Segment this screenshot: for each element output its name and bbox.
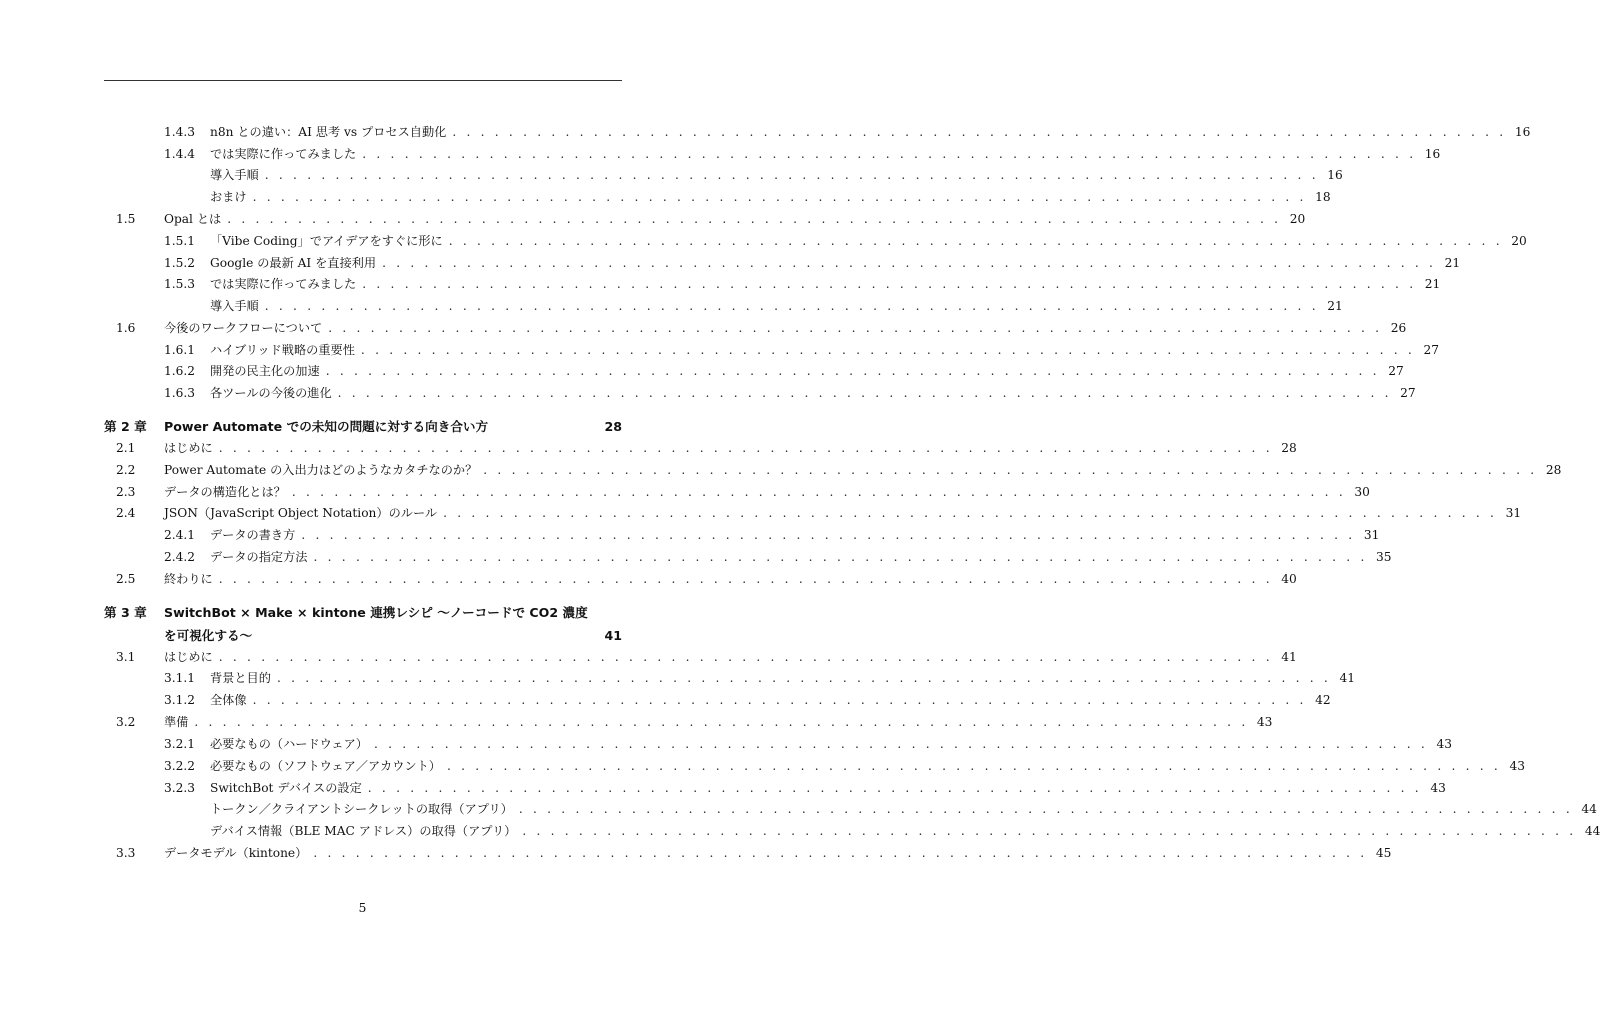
- toc-entry-title: SwitchBot デバイスの設定: [210, 781, 362, 795]
- toc-entry-device-info[interactable]: [104, 821, 1600, 842]
- toc-entry-1-6[interactable]: [104, 318, 1407, 339]
- toc-chapter-3[interactable]: [104, 602, 622, 623]
- toc-entry-3-2-3[interactable]: [104, 778, 1446, 799]
- toc-entry-number: 1.5: [116, 212, 136, 226]
- toc-entry-number: 3.2.1: [164, 737, 196, 751]
- dot-leader: . . . . . . . . . . . . . . . . . . . . . . . . . . . . . . . . . . . . . . . . . . . . . . . . . . . . . . . . . . . . . . . . . . . . . . . . . . .: [337, 386, 1392, 400]
- toc-entry-number: 3.1.2: [164, 693, 196, 707]
- toc-entry-number: 2.4.1: [164, 528, 196, 542]
- toc-entry-install-steps[interactable]: [104, 165, 1343, 186]
- toc-entry-3-2-2[interactable]: [104, 756, 1525, 777]
- toc-entry-number: 1.4.4: [164, 147, 196, 161]
- dot-leader: . . . . . . . . . . . . . . . . . . . . . . . . . . . . . . . . . . . . . . . . . . . . . . . . . . . . . . . . . . . . . . . . . . . . . . . . . . .: [518, 802, 1573, 816]
- toc-entry-number: 2.1: [116, 441, 136, 455]
- toc-entry-page: 31: [1363, 528, 1380, 542]
- toc-entry-page: 44: [1584, 824, 1600, 838]
- toc-entry-page: 28: [1281, 441, 1297, 455]
- toc-entry-page: 43: [1509, 759, 1525, 773]
- dot-leader: . . . . . . . . . . . . . . . . . . . . . . . . . . . . . . . . . . . . . . . . . . . . . . . . . . . . . . . . . . . . . . . . . . . . . . . . . . .: [227, 212, 1282, 226]
- dot-leader: . . . . . . . . . . . . . . . . . . . . . . . . . . . . . . . . . . . . . . . . . . . . . . . . . . . . . . . . . . . . . . . . . . . . . . . . . . .: [291, 485, 1346, 499]
- toc-chapter-page: 41: [604, 628, 622, 643]
- dot-leader: . . . . . . . . . . . . . . . . . . . . . . . . . . . . . . . . . . . . . . . . . . . . . . . . . . . . . . . . . . . . . . . . . . . . . . . . . . .: [362, 147, 1417, 161]
- toc-entry-title: 必要なもの（ソフトウェア／アカウント）: [210, 759, 441, 773]
- toc-entry-2-1[interactable]: [104, 438, 1297, 459]
- toc-entry-title: デバイス情報（BLE MAC アドレス）の取得（アプリ）: [210, 824, 517, 838]
- toc-entry-3-1[interactable]: [104, 647, 1297, 668]
- toc-entry-page: 43: [1436, 737, 1452, 751]
- toc-entry-1-6-2[interactable]: [104, 361, 1404, 382]
- toc-entry-title: はじめに: [164, 650, 213, 664]
- toc-entry-page: 16: [1327, 168, 1343, 182]
- dot-leader: . . . . . . . . . . . . . . . . . . . . . . . . . . . . . . . . . . . . . . . . . . . . . . . . . . . . . . . . . . . . . . . . . . . . . . . . . . .: [325, 364, 1380, 378]
- toc-entry-number: 1.6: [116, 321, 136, 335]
- dot-leader: . . . . . . . . . . . . . . . . . . . . . . . . . . . . . . . . . . . . . . . . . . . . . . . . . . . . . . . . . . . . . . . . . . . . . . . . . . .: [264, 299, 1319, 313]
- toc-entry-title: 今後のワークフローについて: [164, 321, 323, 335]
- toc-entry-page: 40: [1281, 572, 1297, 586]
- toc-entry-1-4-3[interactable]: [104, 122, 1531, 143]
- toc-entry-title: 必要なもの（ハードウェア）: [210, 737, 368, 751]
- toc-entry-title: 「Vibe Coding」でアイデアをすぐに形に: [210, 234, 443, 248]
- dot-leader: . . . . . . . . . . . . . . . . . . . . . . . . . . . . . . . . . . . . . . . . . . . . . . . . . . . . . . . . . . . . . . . . . . . . . . . . . . .: [360, 343, 1415, 357]
- toc-entry-page: 27: [1388, 364, 1404, 378]
- toc-chapter-title: を可視化する〜: [164, 628, 253, 643]
- toc-entry-title: データの構造化とは？: [164, 485, 286, 499]
- toc-entry-page: 21: [1327, 299, 1343, 313]
- toc-entry-1-6-1[interactable]: [104, 340, 1439, 361]
- toc-entry-number: 1.6.3: [164, 386, 196, 400]
- toc-entry-2-4-2[interactable]: [104, 547, 1392, 568]
- toc-entry-page: 18: [1315, 190, 1331, 204]
- dot-leader: . . . . . . . . . . . . . . . . . . . . . . . . . . . . . . . . . . . . . . . . . . . . . . . . . . . . . . . . . . . . . . . . . . . . . . . . . . .: [218, 650, 1273, 664]
- toc-entry-2-5[interactable]: [104, 569, 1297, 590]
- toc-entry-title: Power Automate の入出力はどのようなカタチなのか？: [164, 463, 478, 477]
- toc-entry-page: 45: [1375, 846, 1392, 860]
- dot-leader: . . . . . . . . . . . . . . . . . . . . . . . . . . . . . . . . . . . . . . . . . . . . . . . . . . . . . . . . . . . . . . . . . . . . . . . . . . .: [522, 824, 1577, 838]
- toc-entry-title: 終わりに: [164, 572, 213, 586]
- dot-leader: . . . . . . . . . . . . . . . . . . . . . . . . . . . . . . . . . . . . . . . . . . . . . . . . . . . . . . . . . . . . . . . . . . . . . . . . . . .: [443, 506, 1498, 520]
- toc-entry-token-secret[interactable]: [104, 799, 1597, 820]
- toc-chapter-page: 28: [604, 419, 622, 434]
- toc-chapter-title: SwitchBot × Make × kintone 連携レシピ 〜ノーコードで CO2 濃度: [164, 605, 588, 620]
- toc-entry-number: 2.4: [116, 506, 136, 520]
- toc-entry-title: 準備: [164, 715, 189, 729]
- dot-leader: . . . . . . . . . . . . . . . . . . . . . . . . . . . . . . . . . . . . . . . . . . . . . . . . . . . . . . . . . . . . . . . . . . . . . . . . . . .: [367, 781, 1422, 795]
- toc-entry-page: 41: [1339, 671, 1355, 685]
- toc-entry-number: 1.5.2: [164, 256, 196, 270]
- toc-entry-number: 2.5: [116, 572, 136, 586]
- toc-entry-number: 2.2: [116, 463, 136, 477]
- dot-leader: . . . . . . . . . . . . . . . . . . . . . . . . . . . . . . . . . . . . . . . . . . . . . . . . . . . . . . . . . . . . . . . . . . . . . . . . . . .: [373, 737, 1428, 751]
- toc-entry-number: 3.1: [116, 650, 136, 664]
- toc-entry-title: n8n との違い：AI 思考 vs プロセス自動化: [210, 125, 447, 139]
- toc-entry-page: 21: [1424, 277, 1441, 291]
- dot-leader: . . . . . . . . . . . . . . . . . . . . . . . . . . . . . . . . . . . . . . . . . . . . . . . . . . . . . . . . . . . . . . . . . . . . . . . . . . .: [301, 528, 1356, 542]
- toc-entry-number: 1.4.3: [164, 125, 196, 139]
- dot-leader: . . . . . . . . . . . . . . . . . . . . . . . . . . . . . . . . . . . . . . . . . . . . . . . . . . . . . . . . . . . . . . . . . . . . . . . . . . .: [252, 693, 1307, 707]
- dot-leader: . . . . . . . . . . . . . . . . . . . . . . . . . . . . . . . . . . . . . . . . . . . . . . . . . . . . . . . . . . . . . . . . . . . . . . . . . . .: [276, 671, 1331, 685]
- toc-entry-1-6-3[interactable]: [104, 383, 1416, 404]
- dot-leader: . . . . . . . . . . . . . . . . . . . . . . . . . . . . . . . . . . . . . . . . . . . . . . . . . . . . . . . . . . . . . . . . . . . . . . . . . . .: [452, 125, 1507, 139]
- toc-entry-1-5-3[interactable]: [104, 274, 1441, 295]
- toc-entry-number: 1.6.2: [164, 364, 196, 378]
- toc-chapter-3-continued[interactable]: [104, 625, 622, 646]
- toc-entry-number: 1.6.1: [164, 343, 196, 357]
- toc-entry-title: 導入手順: [210, 299, 259, 313]
- toc-chapter-number: 第 2 章: [104, 419, 147, 434]
- toc-entry-title: データモデル（kintone）: [164, 846, 308, 860]
- toc-entry-3-1-1[interactable]: [104, 668, 1355, 689]
- toc-chapter-title: Power Automate での未知の問題に対する向き合い方: [164, 419, 489, 434]
- toc-entry-bonus[interactable]: [104, 187, 1331, 208]
- toc-entry-title: 開発の民主化の加速: [210, 364, 320, 378]
- toc-entry-1-4-4[interactable]: [104, 144, 1441, 165]
- toc-entry-page: 42: [1315, 693, 1331, 707]
- dot-leader: . . . . . . . . . . . . . . . . . . . . . . . . . . . . . . . . . . . . . . . . . . . . . . . . . . . . . . . . . . . . . . . . . . . . . . . . . . .: [382, 256, 1437, 270]
- toc-entry-page: 31: [1505, 506, 1522, 520]
- toc-entry-title: おまけ: [210, 190, 247, 204]
- toc-entry-title: 全体像: [210, 693, 247, 707]
- toc-entry-number: 2.4.2: [164, 550, 196, 564]
- toc-entry-3-2-1[interactable]: [104, 734, 1452, 755]
- toc-chapter-number: 第 3 章: [104, 605, 147, 620]
- toc-entry-number: 3.2.3: [164, 781, 196, 795]
- toc-entry-2-4-1[interactable]: [104, 525, 1380, 546]
- toc-entry-number: 1.5.3: [164, 277, 196, 291]
- toc-entry-number: 3.1.1: [164, 671, 196, 685]
- toc-entry-2-3[interactable]: [104, 482, 1370, 503]
- toc-entry-page: 28: [1545, 463, 1562, 477]
- toc-entry-title: ハイブリッド戦略の重要性: [210, 343, 355, 357]
- toc-entry-page: 20: [1511, 234, 1527, 248]
- dot-leader: . . . . . . . . . . . . . . . . . . . . . . . . . . . . . . . . . . . . . . . . . . . . . . . . . . . . . . . . . . . . . . . . . . . . . . . . . . .: [194, 715, 1249, 729]
- toc-entry-title: Google の最新 AI を直接利用: [210, 256, 377, 270]
- toc-entry-2-4[interactable]: [104, 503, 1522, 524]
- dot-leader: . . . . . . . . . . . . . . . . . . . . . . . . . . . . . . . . . . . . . . . . . . . . . . . . . . . . . . . . . . . . . . . . . . . . . . . . . . .: [252, 190, 1307, 204]
- toc-entry-title: 背景と目的: [210, 671, 271, 685]
- toc-chapter-page: [604, 602, 622, 623]
- toc-entry-title: では実際に作ってみました: [210, 147, 357, 161]
- toc-entry-1-5[interactable]: [104, 209, 1306, 230]
- dot-leader: . . . . . . . . . . . . . . . . . . . . . . . . . . . . . . . . . . . . . . . . . . . . . . . . . . . . . . . . . . . . . . . . . . . . . . . . . . .: [446, 759, 1501, 773]
- toc-entry-title: データの書き方: [210, 528, 296, 542]
- toc-entry-title: データの指定方法: [210, 550, 308, 564]
- toc-entry-number: 2.3: [116, 485, 136, 499]
- toc-entry-number: 1.5.1: [164, 234, 196, 248]
- toc-entry-title: 導入手順: [210, 168, 259, 182]
- dot-leader: . . . . . . . . . . . . . . . . . . . . . . . . . . . . . . . . . . . . . . . . . . . . . . . . . . . . . . . . . . . . . . . . . . . . . . . . . . .: [264, 168, 1319, 182]
- dot-leader: . . . . . . . . . . . . . . . . . . . . . . . . . . . . . . . . . . . . . . . . . . . . . . . . . . . . . . . . . . . . . . . . . . . . . . . . . . .: [483, 463, 1538, 477]
- toc-entry-page: 43: [1430, 781, 1446, 795]
- dot-leader: . . . . . . . . . . . . . . . . . . . . . . . . . . . . . . . . . . . . . . . . . . . . . . . . . . . . . . . . . . . . . . . . . . . . . . . . . . .: [313, 550, 1368, 564]
- toc-entry-page: 16: [1424, 147, 1441, 161]
- toc-entry-page: 41: [1281, 650, 1297, 664]
- dot-leader: . . . . . . . . . . . . . . . . . . . . . . . . . . . . . . . . . . . . . . . . . . . . . . . . . . . . . . . . . . . . . . . . . . . . . . . . . . .: [218, 441, 1273, 455]
- toc-entry-3-1-2[interactable]: [104, 690, 1331, 711]
- toc-entry-page: 26: [1390, 321, 1407, 335]
- toc-entry-title: Opal とは: [164, 212, 222, 226]
- dot-leader: . . . . . . . . . . . . . . . . . . . . . . . . . . . . . . . . . . . . . . . . . . . . . . . . . . . . . . . . . . . . . . . . . . . . . . . . . . .: [362, 277, 1417, 291]
- page-number: 5: [358, 900, 367, 915]
- toc-entry-title: JSON（JavaScript Object Notation）のルール: [164, 506, 438, 520]
- toc-entry-number: 3.3: [116, 846, 136, 860]
- toc-entry-page: 30: [1354, 485, 1370, 499]
- toc-entry-page: 43: [1256, 715, 1273, 729]
- toc-entry-page: 27: [1400, 386, 1416, 400]
- toc-entry-number: 3.2.2: [164, 759, 196, 773]
- toc-entry-page: 35: [1376, 550, 1392, 564]
- toc-entry-title: 各ツールの今後の進化: [210, 386, 332, 400]
- toc-entry-1-5-2[interactable]: [104, 253, 1461, 274]
- toc-entry-title: トークン／クライアントシークレットの取得（アプリ）: [210, 802, 513, 816]
- toc-entry-page: 20: [1289, 212, 1306, 226]
- toc-entry-page: 21: [1444, 256, 1461, 270]
- toc-entry-title: はじめに: [164, 441, 213, 455]
- toc-chapter-2[interactable]: [104, 416, 622, 437]
- toc-entry-1-5-1[interactable]: [104, 231, 1527, 252]
- toc-entry-2-2[interactable]: [104, 460, 1562, 481]
- toc-entry-title: では実際に作ってみました: [210, 277, 357, 291]
- toc-entry-install-steps-2[interactable]: [104, 296, 1343, 317]
- toc-entry-number: 3.2: [116, 715, 136, 729]
- dot-leader: . . . . . . . . . . . . . . . . . . . . . . . . . . . . . . . . . . . . . . . . . . . . . . . . . . . . . . . . . . . . . . . . . . . . . . . . . . .: [328, 321, 1383, 335]
- dot-leader: . . . . . . . . . . . . . . . . . . . . . . . . . . . . . . . . . . . . . . . . . . . . . . . . . . . . . . . . . . . . . . . . . . . . . . . . . . .: [218, 572, 1273, 586]
- toc-entry-3-2[interactable]: [104, 712, 1273, 733]
- dot-leader: . . . . . . . . . . . . . . . . . . . . . . . . . . . . . . . . . . . . . . . . . . . . . . . . . . . . . . . . . . . . . . . . . . . . . . . . . . .: [313, 846, 1368, 860]
- toc-entry-page: 27: [1423, 343, 1439, 357]
- header-rule: [104, 80, 622, 81]
- toc-entry-3-3[interactable]: [104, 843, 1392, 864]
- toc-entry-page: 16: [1514, 125, 1531, 139]
- dot-leader: . . . . . . . . . . . . . . . . . . . . . . . . . . . . . . . . . . . . . . . . . . . . . . . . . . . . . . . . . . . . . . . . . . . . . . . . . . .: [448, 234, 1503, 248]
- toc-entry-page: 44: [1581, 802, 1597, 816]
